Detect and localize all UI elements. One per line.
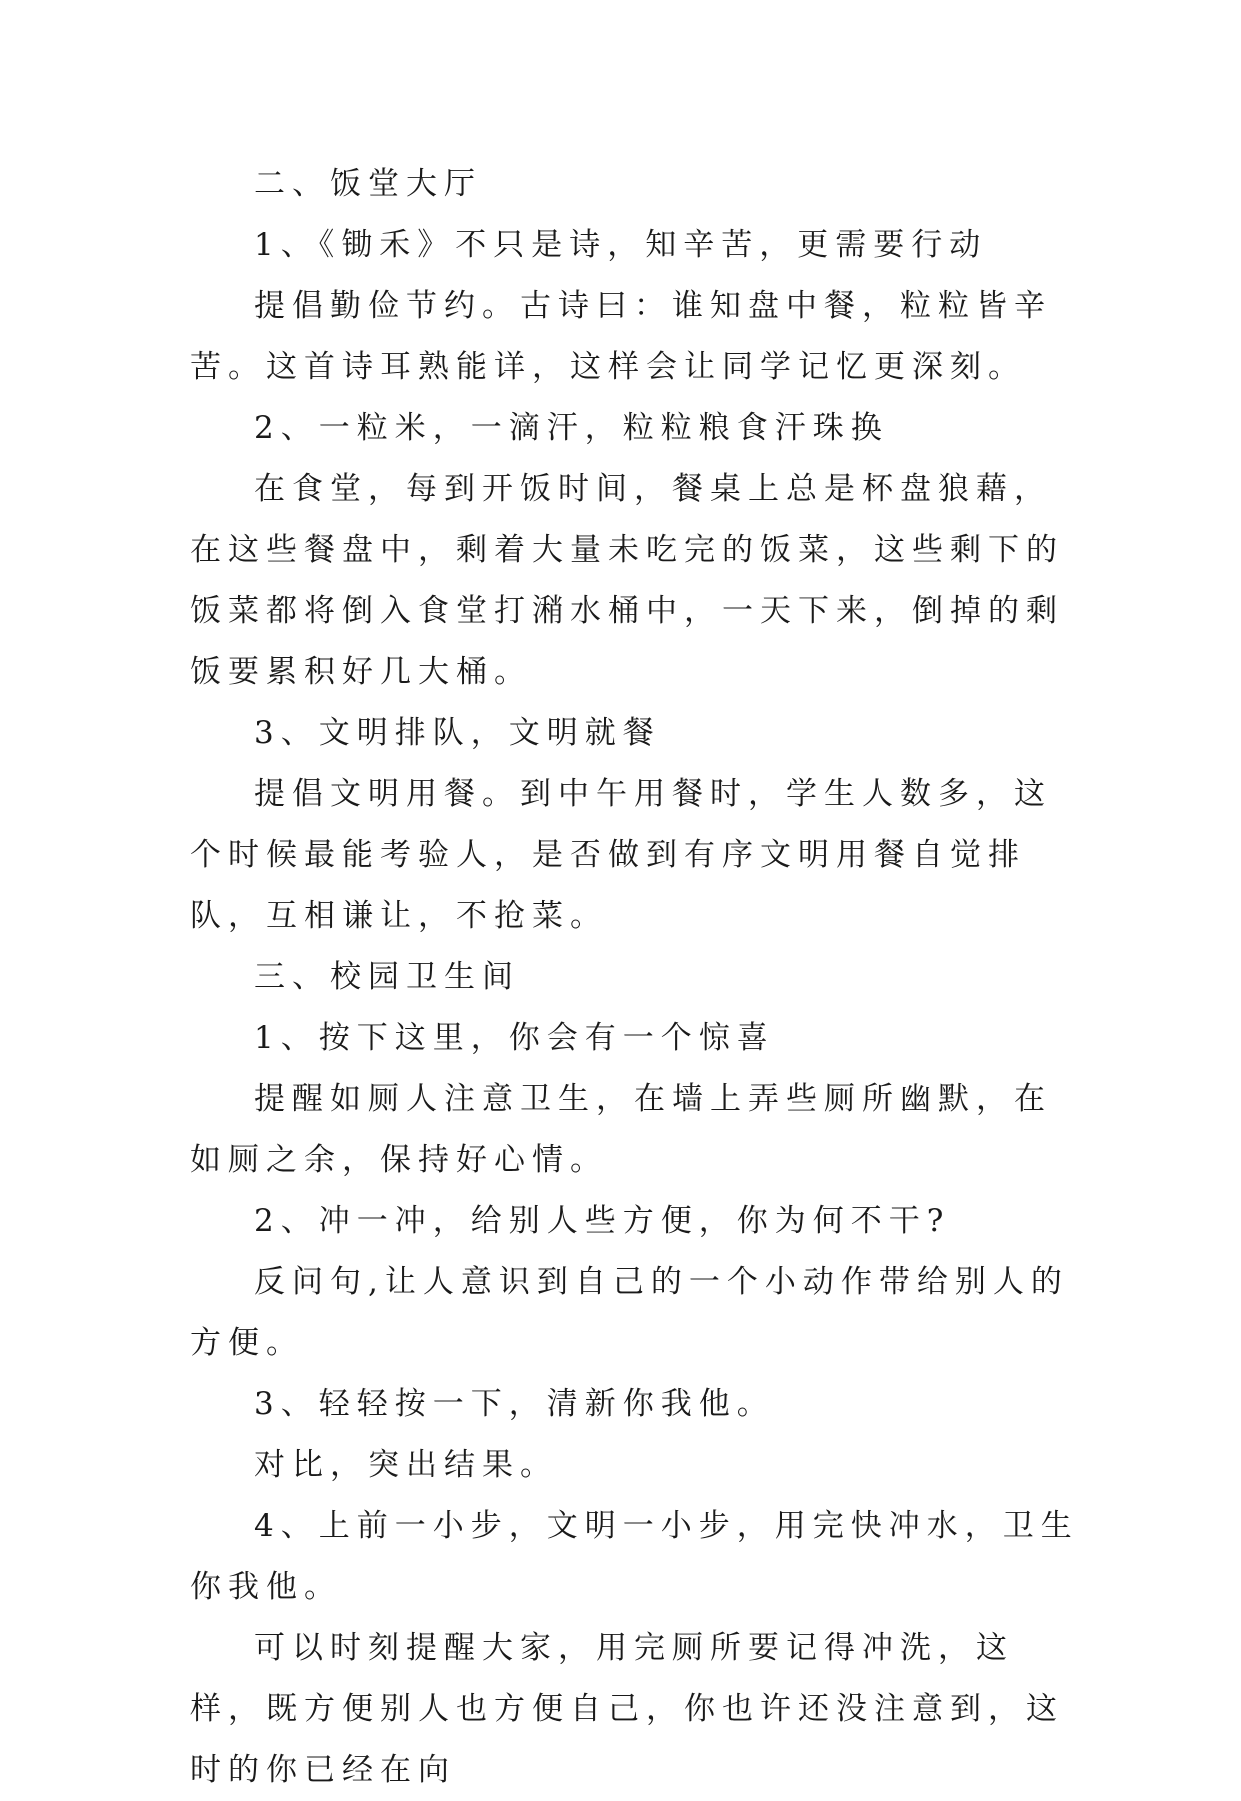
body-paragraph: 提倡勤俭节约。古诗曰：谁知盘中餐，粒粒皆辛苦。这首诗耳熟能详，这样会让同学记忆更深刻。 xyxy=(190,288,1052,385)
item-heading: 3、轻轻按一下，清新你我他。 xyxy=(254,1386,775,1422)
body-paragraph: 对比，突出结果。 xyxy=(254,1447,558,1483)
item-heading: 3、文明排队，文明就餐 xyxy=(254,715,661,751)
body-paragraph: 在食堂，每到开饭时间，餐桌上总是杯盘狼藉，在这些餐盘中，剩着大量未吃完的饭菜，这些剩下的饭菜都将倒入食堂打潲水桶中，一天下来，倒掉的剩饭要累积好几大桶。 xyxy=(190,471,1064,690)
item-heading: 2、冲一冲，给别人些方便，你为何不干? xyxy=(254,1203,951,1239)
item-heading: 2、一粒米，一滴汗，粒粒粮食汗珠换 xyxy=(254,410,889,446)
item-heading: 1、按下这里，你会有一个惊喜 xyxy=(254,1020,775,1056)
body-paragraph: 提倡文明用餐。到中午用餐时，学生人数多，这个时候最能考验人，是否做到有序文明用餐自觉排队，互相谦让，不抢菜。 xyxy=(190,776,1052,934)
section-heading-restroom: 三、校园卫生间 xyxy=(254,959,520,995)
document-body xyxy=(190,154,1080,1801)
body-paragraph: 可以时刻提醒大家，用完厕所要记得冲洗，这样，既方便别人也方便自己，你也许还没注意到，这时的你已经在向 xyxy=(190,1630,1064,1788)
body-paragraph: 提醒如厕人注意卫生，在墙上弄些厕所幽默，在如厕之余，保持好心情。 xyxy=(190,1081,1052,1178)
section-heading-dining-hall: 二、饭堂大厅 xyxy=(254,166,482,202)
item-heading: 1、《锄禾》不只是诗，知辛苦，更需要行动 xyxy=(254,227,988,263)
body-paragraph: 反问句,让人意识到自己的一个小动作带给别人的方便。 xyxy=(190,1264,1069,1361)
item-heading: 4、上前一小步，文明一小步，用完快冲水，卫生你我他。 xyxy=(190,1508,1079,1605)
